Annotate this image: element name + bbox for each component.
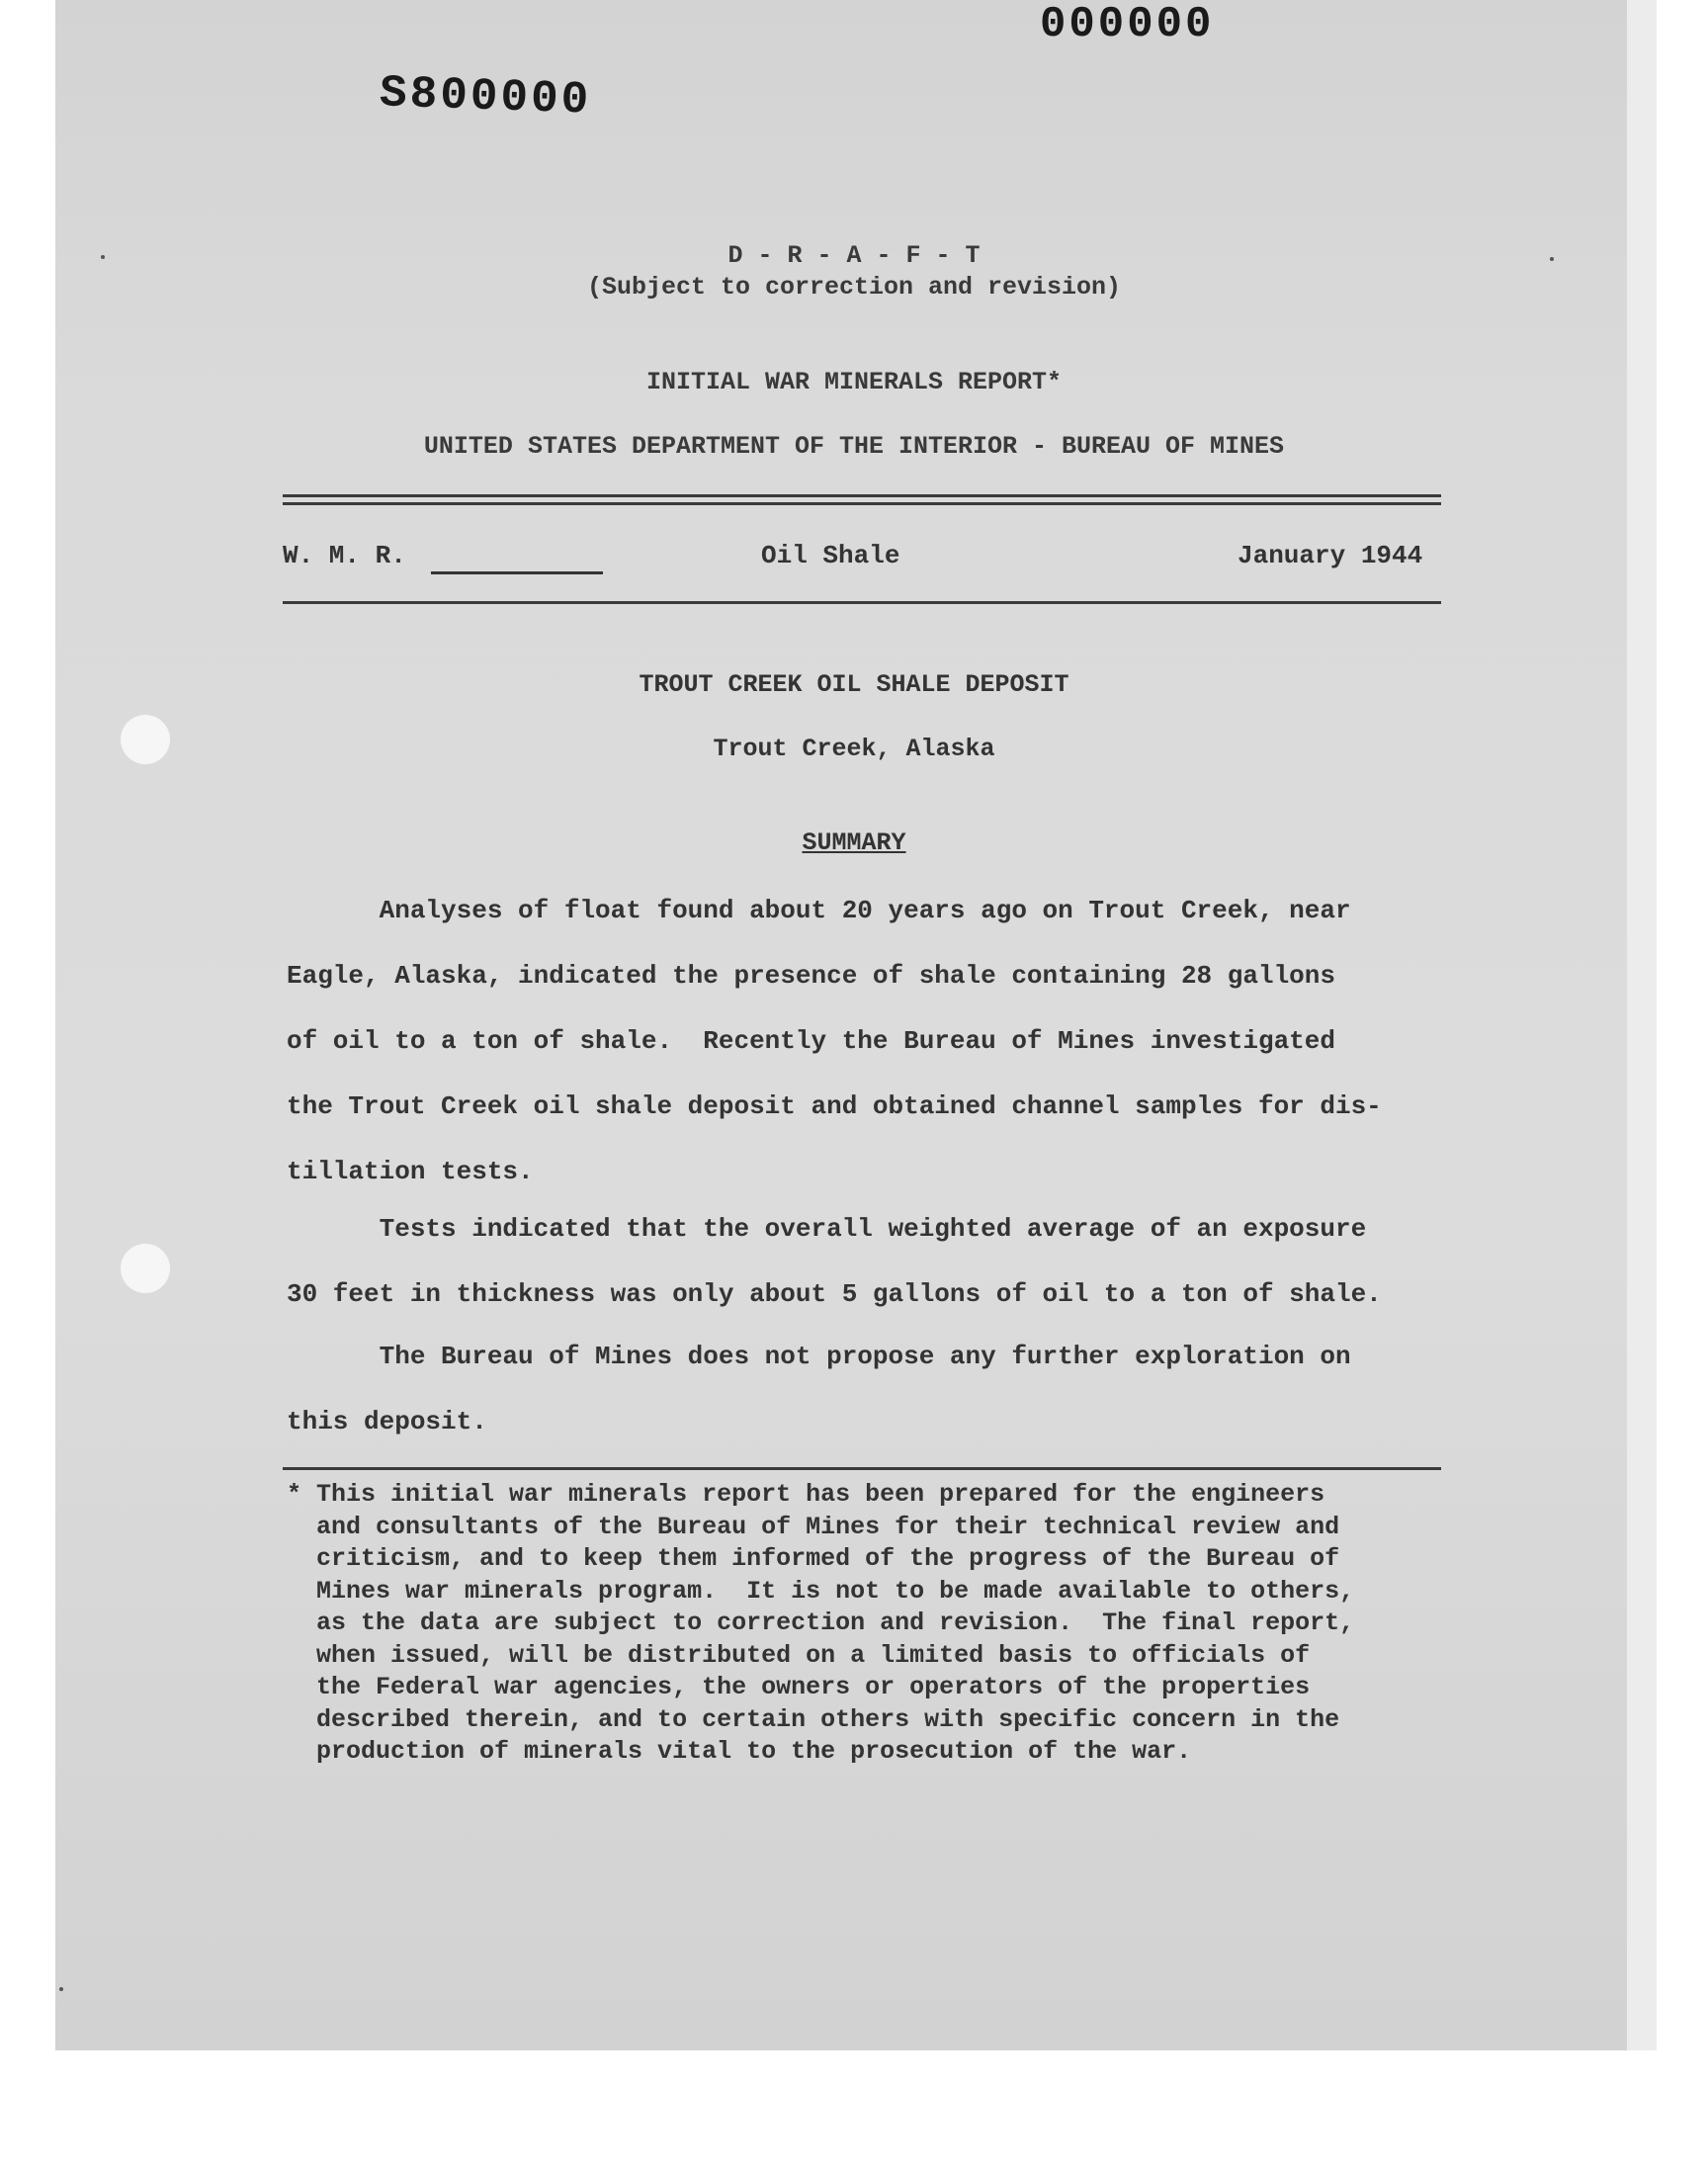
report-date: January 1944 [1238,541,1423,570]
scan-edge [1627,0,1657,2050]
summary-paragraph-1 [287,878,1463,1204]
wmr-number-blank [431,571,603,574]
meta-rule [283,601,1441,604]
stamp-number-left: S800000 [379,67,593,127]
text-line: of oil to a ton of shale. Recently the Bureau of Mines investigated [287,1026,1335,1056]
deposit-title: TROUT CREEK OIL SHALE DEPOSIT [639,670,1069,699]
text-line: Tests indicated that the overall weighted average of an exposure [287,1214,1367,1244]
summary-heading: SUMMARY [802,828,906,857]
summary-paragraph-3 [287,1324,1463,1454]
footnote-line: described therein, and to certain others with specific concern in the [287,1704,1340,1734]
footnote-rule [283,1467,1441,1470]
text-line: Eagle, Alaska, indicated the presence of shale containing 28 gallons [287,961,1335,991]
report-title: INITIAL WAR MINERALS REPORT* [645,368,1063,396]
footnote-line: and consultants of the Bureau of Mines for their technical review and [287,1512,1340,1541]
commodity: Oil Shale [761,541,900,570]
wmr-label: W. M. R. [283,541,406,570]
footnote-line: the Federal war agencies, the owners or operators of the properties [287,1673,1311,1701]
scan-speck [59,1987,63,1991]
footnote [287,1479,1473,1769]
punch-hole [121,1244,170,1293]
header-double-rule-top [283,494,1441,497]
deposit-location: Trout Creek, Alaska [713,735,995,763]
footnote-line: production of minerals vital to the prosecution of the war. [287,1737,1192,1766]
summary-paragraph-2 [287,1196,1463,1327]
draft-label: D - R - A - F - T [727,241,981,270]
draft-note: (Subject to correction and revision) [586,273,1122,302]
footnote-line: Mines war minerals program. It is not to be made available to others, [287,1576,1355,1606]
text-line: this deposit. [287,1407,487,1436]
text-line: tillation tests. [287,1157,534,1186]
text-line: The Bureau of Mines does not propose any further exploration on [287,1342,1351,1371]
department-line: UNITED STATES DEPARTMENT OF THE INTERIOR - BUREAU OF MINES [423,432,1285,461]
footnote-line: when issued, will be distributed on a limited basis to officials of [287,1640,1311,1670]
text-line: Analyses of float found about 20 years ago on Trout Creek, near [287,896,1351,925]
header-double-rule-bottom [283,502,1441,505]
footnote-line: * This initial war minerals report has been prepared for the engineers [287,1480,1325,1509]
footnote-line: criticism, and to keep them informed of the progress of the Bureau of [287,1544,1340,1573]
text-line: 30 feet in thickness was only about 5 gallons of oil to a ton of shale. [287,1279,1382,1309]
stamp-number-top: 000000 [1040,0,1215,49]
text-line: the Trout Creek oil shale deposit and obtained channel samples for dis- [287,1091,1382,1121]
footnote-line: as the data are subject to correction and revision. The final report, [287,1609,1355,1637]
